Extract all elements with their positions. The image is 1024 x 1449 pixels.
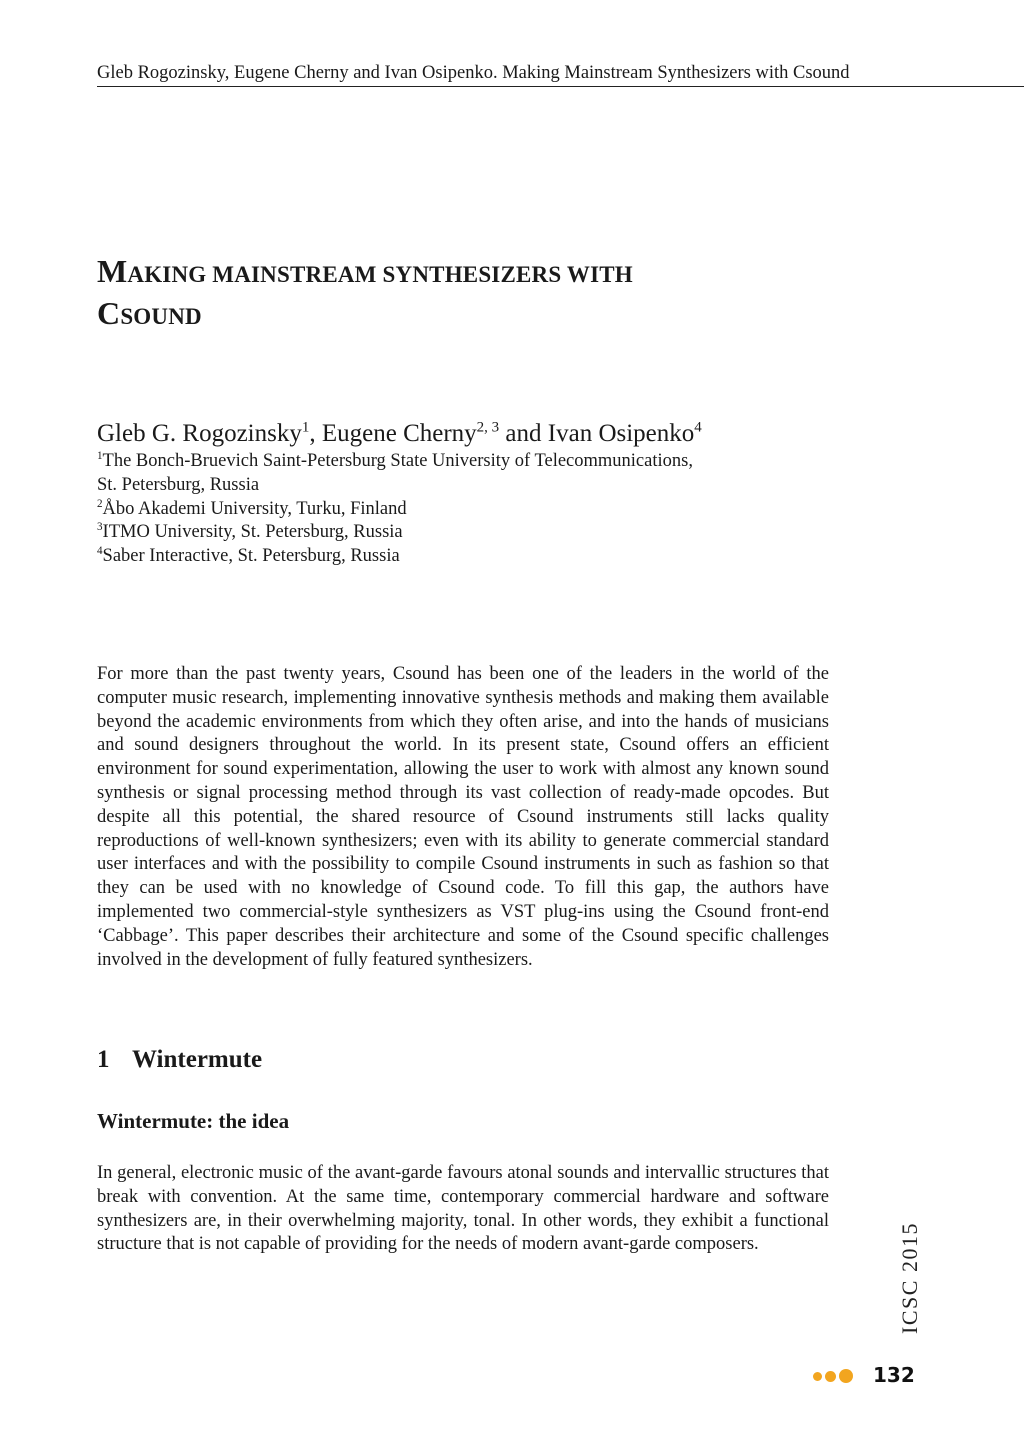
header-rule xyxy=(97,86,1024,87)
title-line-2 xyxy=(97,294,857,336)
title-line-2-rest: SOUND xyxy=(120,304,202,329)
page-dots-decoration xyxy=(813,1369,857,1383)
affiliation-text: The Bonch-Bruevich Saint-Petersburg State University of Telecommunications, xyxy=(102,451,693,471)
affiliation-line xyxy=(97,498,857,522)
author-1-name: Gleb G. Rogozinsky xyxy=(97,420,302,447)
affiliation-text: ITMO University, St. Petersburg, Russia xyxy=(102,522,403,543)
author-2-mark: 2, 3 xyxy=(476,419,500,436)
author-3-name: Ivan Osipenko xyxy=(547,420,695,447)
affiliation-mark: 4 xyxy=(97,545,103,558)
dot-icon xyxy=(813,1372,822,1381)
title-line-1-rest: AKING MAINSTREAM SYNTHESIZERS WITH xyxy=(127,262,633,287)
title-line-1 xyxy=(97,252,857,294)
conference-side-label-text: ICSC 2015 xyxy=(897,1221,922,1334)
dot-icon xyxy=(839,1369,853,1383)
affiliation-line xyxy=(97,474,857,498)
abstract-paragraph: For more than the past twenty years, Csound has been one of the leaders in the world of the computer music research, implementing innovative synthesis methods and making them available beyond the academic environments from which they often arise, and into the hands of musicians and sound designers throughout the world. In its present state, Csound offers an efficient environment for sound experimentation, allowing the user to work with almost any known sound synthesis or signal processing method through its vast collection of ready-made opcodes. But despite all this potential, the shared resource of Csound instruments still lacks quality reproductions of well-known synthesizers; even with its ability to generate commercial standard user interfaces and with the possibility to compile Csound instruments in such as fashion so that they can be used with no knowledge of Csound code. To fill this gap, the authors have implemented two commercial-style synthesizers as VST plug-ins using the Csound front-end ‘Cabbage’. This paper describes their architecture and some of the Csound specific challenges involved in the development of fully featured synthesizers. xyxy=(97,664,829,970)
page-number: 132 xyxy=(873,1363,915,1387)
title-line-1-initial: M xyxy=(97,253,128,289)
affiliation-mark: 3 xyxy=(97,521,103,534)
author-2-name: Eugene Cherny xyxy=(321,420,477,447)
affiliation-line xyxy=(97,521,857,545)
affiliation-mark: 1 xyxy=(97,449,103,462)
section-number: 1 xyxy=(97,1046,110,1073)
affiliation-mark: 2 xyxy=(97,497,103,510)
author-separator-1: , xyxy=(309,420,322,447)
affiliation-line xyxy=(97,450,857,474)
conference-side-label xyxy=(870,1221,950,1334)
dot-icon xyxy=(825,1371,836,1382)
affiliation-text: Åbo Akademi University, Turku, Finland xyxy=(102,498,407,519)
subsection-heading: Wintermute: the idea xyxy=(97,1109,290,1133)
author-3-mark: 4 xyxy=(694,419,702,436)
affiliation-text: Saber Interactive, St. Petersburg, Russia xyxy=(102,546,400,567)
author-list xyxy=(97,416,857,452)
affiliation-list xyxy=(97,450,857,569)
affiliation-text: St. Petersburg, Russia xyxy=(97,474,260,495)
author-1-mark: 1 xyxy=(301,419,310,436)
affiliation-line xyxy=(97,545,857,569)
title-line-2-initial: C xyxy=(97,295,121,331)
author-separator-2: and xyxy=(499,420,548,447)
section-title: Wintermute xyxy=(132,1046,263,1073)
body-paragraph: In general, electronic music of the avant-garde favours atonal sounds and intervallic structures that break with convention. At the same time, contemporary commercial hardware and software synthesizers are, in their overwhelming majority, tonal. In other words, they exhibit a functional structure that is not capable of providing for the needs of modern avant-garde composers. xyxy=(97,1163,829,1255)
section-heading xyxy=(97,1043,262,1077)
paper-title xyxy=(97,252,857,336)
running-header: Gleb Rogozinsky, Eugene Cherny and Ivan Osipenko. Making Mainstream Synthesizers with Csound xyxy=(97,63,850,83)
